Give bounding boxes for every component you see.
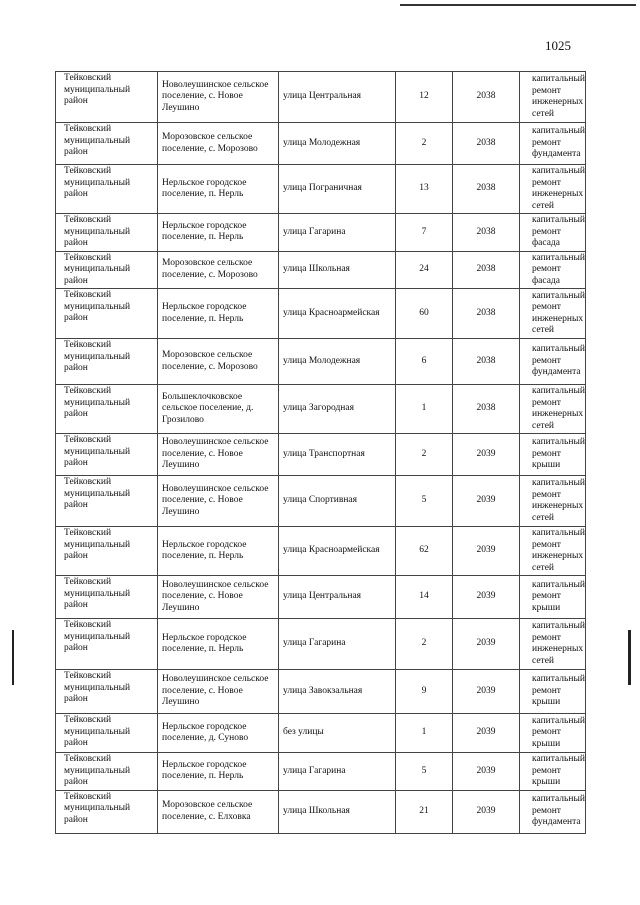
settlement-cell: Новолеушинское сельское поселение, с. Новое Леушино (158, 72, 279, 123)
year-cell: 2039 (453, 714, 520, 753)
table-row (56, 339, 586, 385)
table-row (56, 385, 586, 434)
year-cell: 2039 (453, 476, 520, 527)
street-cell: улица Центральная (279, 72, 396, 123)
year-cell: 2039 (453, 790, 520, 833)
district-cell: Тейковский муниципальный район (56, 123, 158, 165)
district-cell: Тейковский муниципальный район (56, 527, 158, 576)
house-number-cell: 60 (396, 289, 453, 339)
work-type-cell: капитальный ремонт фасада (520, 251, 586, 289)
street-cell: улица Школьная (279, 790, 396, 833)
table-row (56, 434, 586, 476)
year-cell: 2038 (453, 165, 520, 214)
district-cell: Тейковский муниципальный район (56, 619, 158, 670)
table-row (56, 72, 586, 123)
work-type-cell: капитальный ремонт инженерных сетей (520, 72, 586, 123)
table-body (56, 72, 586, 834)
settlement-cell: Нерльское городское поселение, п. Нерль (158, 527, 279, 576)
district-cell: Тейковский муниципальный район (56, 476, 158, 527)
house-number-cell: 7 (396, 214, 453, 252)
street-cell: улица Школьная (279, 251, 396, 289)
district-cell: Тейковский муниципальный район (56, 289, 158, 339)
house-number-cell: 9 (396, 670, 453, 714)
street-cell: без улицы (279, 714, 396, 753)
table-row (56, 670, 586, 714)
district-cell: Тейковский муниципальный район (56, 165, 158, 214)
work-type-cell: капитальный ремонт инженерных сетей (520, 165, 586, 214)
street-cell: улица Молодежная (279, 123, 396, 165)
settlement-cell: Нерльское городское поселение, д. Суново (158, 714, 279, 753)
work-type-cell: капитальный ремонт крыши (520, 714, 586, 753)
year-cell: 2038 (453, 72, 520, 123)
district-cell: Тейковский муниципальный район (56, 214, 158, 252)
year-cell: 2038 (453, 251, 520, 289)
housing-repair-table (55, 71, 586, 834)
district-cell: Тейковский муниципальный район (56, 670, 158, 714)
district-cell: Тейковский муниципальный район (56, 385, 158, 434)
work-type-cell: капитальный ремонт инженерных сетей (520, 385, 586, 434)
scan-mark-right (628, 630, 631, 685)
street-cell: улица Красноармейская (279, 527, 396, 576)
settlement-cell: Морозовское сельское поселение, с. Морозово (158, 123, 279, 165)
house-number-cell: 2 (396, 434, 453, 476)
year-cell: 2038 (453, 339, 520, 385)
year-cell: 2038 (453, 123, 520, 165)
house-number-cell: 5 (396, 476, 453, 527)
table-row (56, 476, 586, 527)
district-cell: Тейковский муниципальный район (56, 576, 158, 619)
house-number-cell: 2 (396, 123, 453, 165)
settlement-cell: Нерльское городское поселение, п. Нерль (158, 214, 279, 252)
year-cell: 2038 (453, 214, 520, 252)
settlement-cell: Нерльское городское поселение, п. Нерль (158, 753, 279, 791)
year-cell: 2039 (453, 753, 520, 791)
table-row (56, 576, 586, 619)
street-cell: улица Гагарина (279, 753, 396, 791)
settlement-cell: Морозовское сельское поселение, с. Морозово (158, 339, 279, 385)
scan-mark-left (12, 630, 14, 685)
table-row (56, 790, 586, 833)
house-number-cell: 24 (396, 251, 453, 289)
year-cell: 2039 (453, 576, 520, 619)
house-number-cell: 21 (396, 790, 453, 833)
settlement-cell: Морозовское сельское поселение, с. Елховка (158, 790, 279, 833)
work-type-cell: капитальный ремонт инженерных сетей (520, 289, 586, 339)
street-cell: улица Пограничная (279, 165, 396, 214)
street-cell: улица Гагарина (279, 619, 396, 670)
settlement-cell: Большеклочковское сельское поселение, д. Грозилово (158, 385, 279, 434)
district-cell: Тейковский муниципальный район (56, 339, 158, 385)
settlement-cell: Новолеушинское сельское поселение, с. Новое Леушино (158, 434, 279, 476)
work-type-cell: капитальный ремонт фасада (520, 214, 586, 252)
year-cell: 2038 (453, 385, 520, 434)
year-cell: 2039 (453, 434, 520, 476)
header-rule (400, 4, 636, 6)
house-number-cell: 14 (396, 576, 453, 619)
settlement-cell: Нерльское городское поселение, п. Нерль (158, 289, 279, 339)
district-cell: Тейковский муниципальный район (56, 72, 158, 123)
district-cell: Тейковский муниципальный район (56, 251, 158, 289)
table-row (56, 527, 586, 576)
page-number: 1025 (545, 38, 571, 53)
district-cell: Тейковский муниципальный район (56, 753, 158, 791)
year-cell: 2039 (453, 527, 520, 576)
settlement-cell: Морозовское сельское поселение, с. Морозово (158, 251, 279, 289)
work-type-cell: капитальный ремонт фундамента (520, 339, 586, 385)
work-type-cell: капитальный ремонт фундамента (520, 123, 586, 165)
house-number-cell: 1 (396, 385, 453, 434)
house-number-cell: 2 (396, 619, 453, 670)
street-cell: улица Центральная (279, 576, 396, 619)
settlement-cell: Новолеушинское сельское поселение, с. Новое Леушино (158, 670, 279, 714)
street-cell: улица Красноармейская (279, 289, 396, 339)
table-row (56, 289, 586, 339)
table-row (56, 214, 586, 252)
table-row (56, 165, 586, 214)
table-row (56, 123, 586, 165)
street-cell: улица Спортивная (279, 476, 396, 527)
work-type-cell: капитальный ремонт крыши (520, 576, 586, 619)
table-row (56, 714, 586, 753)
house-number-cell: 62 (396, 527, 453, 576)
street-cell: улица Завокзальная (279, 670, 396, 714)
house-number-cell: 13 (396, 165, 453, 214)
table-row (56, 619, 586, 670)
street-cell: улица Молодежная (279, 339, 396, 385)
settlement-cell: Нерльское городское поселение, п. Нерль (158, 165, 279, 214)
work-type-cell: капитальный ремонт инженерных сетей (520, 476, 586, 527)
district-cell: Тейковский муниципальный район (56, 790, 158, 833)
house-number-cell: 6 (396, 339, 453, 385)
work-type-cell: капитальный ремонт крыши (520, 753, 586, 791)
street-cell: улица Транспортная (279, 434, 396, 476)
district-cell: Тейковский муниципальный район (56, 714, 158, 753)
work-type-cell: капитальный ремонт инженерных сетей (520, 527, 586, 576)
work-type-cell: капитальный ремонт крыши (520, 670, 586, 714)
year-cell: 2039 (453, 670, 520, 714)
settlement-cell: Новолеушинское сельское поселение, с. Новое Леушино (158, 476, 279, 527)
house-number-cell: 12 (396, 72, 453, 123)
work-type-cell: капитальный ремонт инженерных сетей (520, 619, 586, 670)
table-row (56, 251, 586, 289)
street-cell: улица Гагарина (279, 214, 396, 252)
year-cell: 2038 (453, 289, 520, 339)
house-number-cell: 1 (396, 714, 453, 753)
work-type-cell: капитальный ремонт фундамента (520, 790, 586, 833)
district-cell: Тейковский муниципальный район (56, 434, 158, 476)
house-number-cell: 5 (396, 753, 453, 791)
settlement-cell: Нерльское городское поселение, п. Нерль (158, 619, 279, 670)
year-cell: 2039 (453, 619, 520, 670)
street-cell: улица Загородная (279, 385, 396, 434)
table-row (56, 753, 586, 791)
settlement-cell: Новолеушинское сельское поселение, с. Новое Леушино (158, 576, 279, 619)
work-type-cell: капитальный ремонт крыши (520, 434, 586, 476)
